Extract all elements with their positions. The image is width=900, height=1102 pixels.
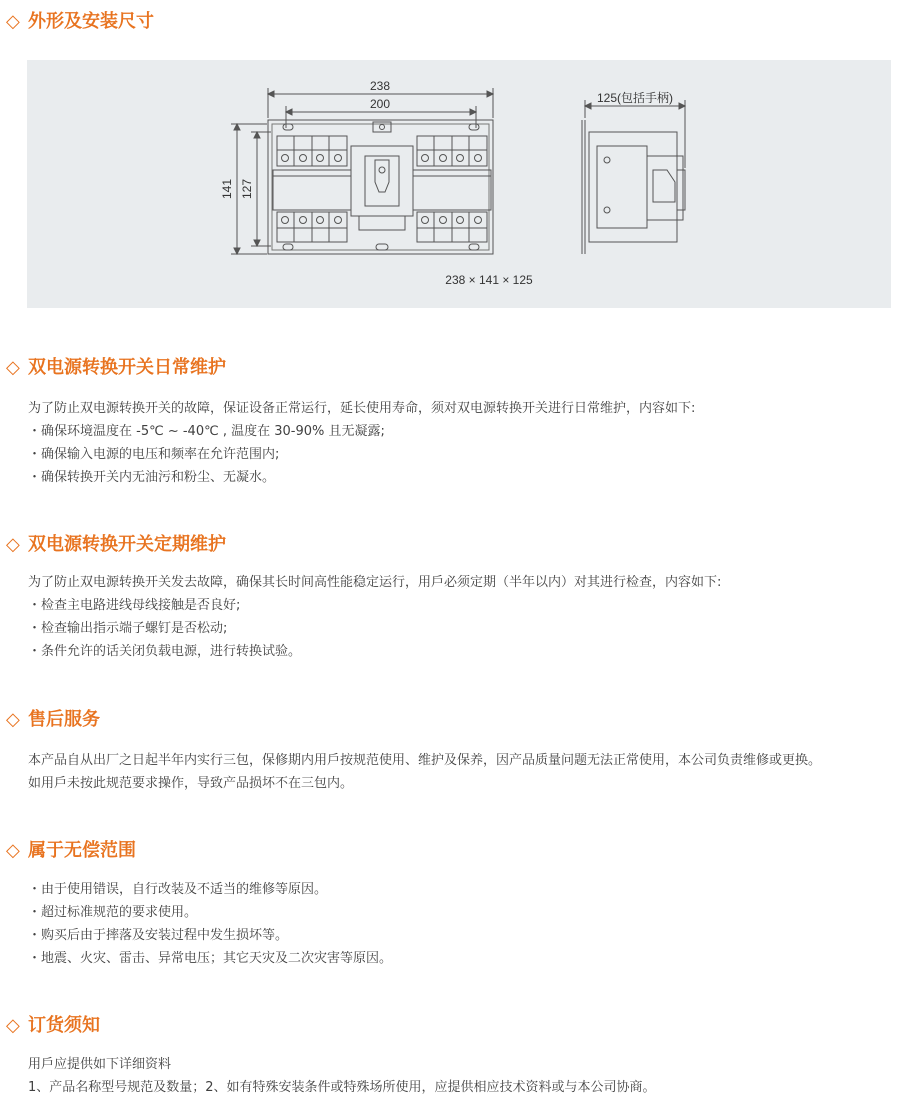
non-free-scope-body (28, 878, 392, 970)
list-item: ・检查输出指示端子螺钉是否松动; (28, 621, 228, 636)
intro-text: 为了防止双电源转换开关发去故障，确保其长时间高性能稳定运行，用戶必须定期（半年以内）对其进行检查，内容如下: (28, 575, 722, 590)
inner-width-label: 200 (369, 97, 391, 111)
paragraph-line: 如用戶未按此规范要求操作，导致产品损坏不在三包内。 (28, 776, 354, 791)
dimension-caption: 238 × 141 × 125 (445, 273, 533, 287)
section-title: 双电源转换开关定期维护 (28, 534, 226, 555)
list-item: ・由于使用错误，自行改装及不适当的维修等原因。 (28, 882, 328, 897)
section-heading-after-sales (6, 708, 100, 732)
paragraph-line: 本产品自从出厂之日起半年内实行三包，保修期内用戶按规范使用、维护及保养，因产品质量问题无法正常使用，本公司负责维修或更换。 (28, 753, 822, 768)
section-title: 双电源转换开关日常维护 (28, 357, 226, 378)
list-item: ・购买后由于摔落及安装过程中发生损坏等。 (28, 928, 289, 943)
section-title: 属于无偿范围 (28, 840, 136, 861)
intro-text: 为了防止双电源转换开关的故障，保证设备正常运行，延长使用寿命，须对双电源转换开关进行日常维护，内容如下: (28, 401, 696, 416)
bullet-list (28, 420, 695, 489)
section-heading-periodic-maintenance (6, 533, 226, 557)
section-title: 售后服务 (28, 709, 100, 730)
inner-height-label: 127 (240, 178, 254, 200)
section-title: 订货须知 (28, 1015, 100, 1036)
bullet-list (28, 594, 721, 663)
diamond-icon: ◇ (6, 840, 20, 861)
diamond-icon: ◇ (6, 357, 20, 378)
paragraph-line: 1、产品名称型号规范及数量；2、如有特殊安装条件或特殊场所使用，应提供相应技术资料或与本公司协商。 (28, 1080, 656, 1095)
diamond-icon: ◇ (6, 11, 20, 32)
section-heading-dimensions (6, 10, 154, 34)
list-item: ・检查主电路进线母线接触是否良好; (28, 598, 241, 613)
section-heading-non-free-scope (6, 839, 136, 863)
list-item: ・超过标准规范的要求使用。 (28, 905, 198, 920)
list-item: ・地震、火灾、雷击、异常电压；其它天灾及二次灾害等原因。 (28, 951, 393, 966)
after-sales-body (28, 749, 821, 795)
daily-maintenance-body (28, 397, 695, 489)
depth-label: 125(包括手柄) (596, 91, 674, 105)
list-item: ・确保输入电源的电压和频率在允许范围内; (28, 447, 280, 462)
list-item: ・条件允许的话关闭负载电源，进行转换试验。 (28, 644, 302, 659)
periodic-maintenance-body (28, 571, 721, 663)
paragraph-line: 用戶应提供如下详细资料 (28, 1057, 172, 1072)
diamond-icon: ◇ (6, 709, 20, 730)
dimension-drawing (27, 60, 891, 308)
section-heading-ordering (6, 1014, 100, 1038)
front-view-outline (268, 120, 493, 254)
list-item: ・确保环境温度在 -5℃ ~ -40℃ , 温度在 30-90% 且无凝露; (28, 424, 385, 439)
dimension-figure-panel (27, 60, 891, 308)
section-heading-daily-maintenance (6, 356, 226, 380)
width-label: 238 (369, 79, 391, 93)
side-view-outline (589, 132, 677, 242)
diamond-icon: ◇ (6, 534, 20, 555)
bullet-list (28, 878, 392, 970)
section-title: 外形及安装尺寸 (28, 11, 154, 32)
ordering-body (28, 1053, 656, 1099)
height-label: 141 (220, 178, 234, 200)
diamond-icon: ◇ (6, 1015, 20, 1036)
list-item: ・确保转换开关内无油污和粉尘、无凝水。 (28, 470, 276, 485)
